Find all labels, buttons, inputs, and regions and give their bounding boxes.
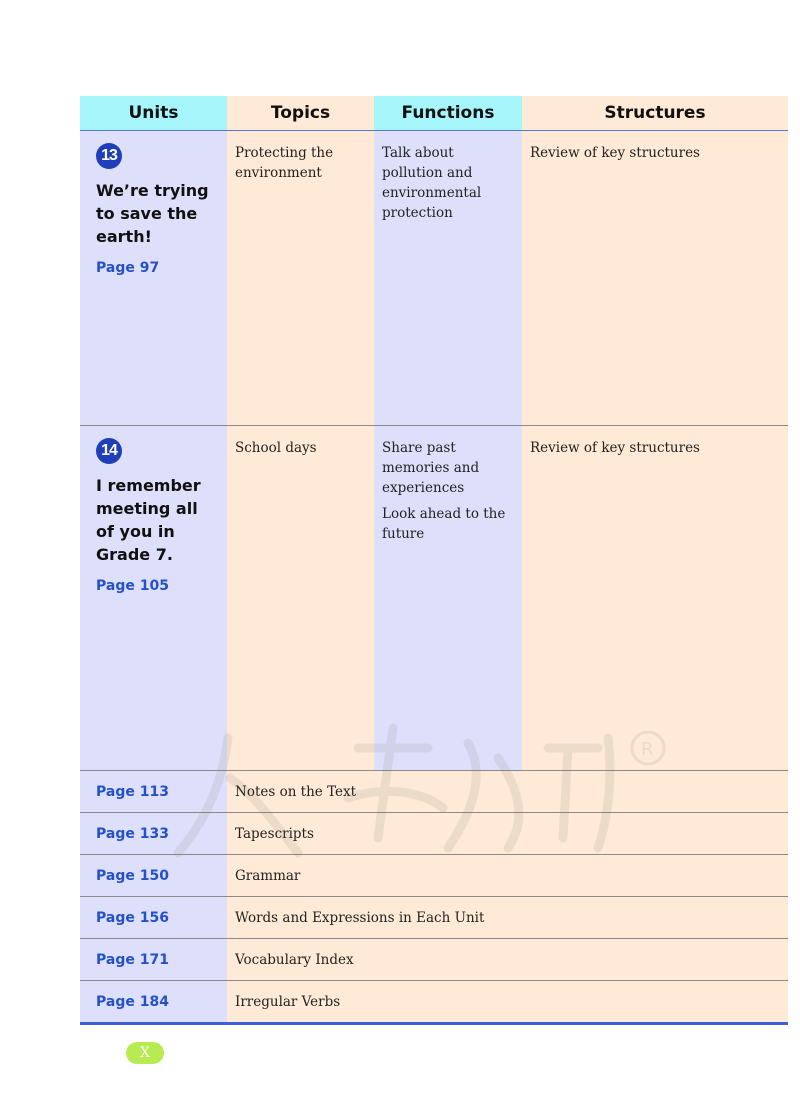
reference-title: Tapescripts	[227, 813, 788, 854]
reference-page-cell	[80, 897, 227, 938]
reference-title: Grammar	[227, 855, 788, 896]
topic-text: School days	[235, 440, 317, 456]
unit-row	[80, 131, 788, 426]
header-topics: Topics	[227, 96, 374, 130]
contents-table	[80, 96, 788, 1025]
reference-title: Vocabulary Index	[227, 939, 788, 980]
reference-page-link[interactable]: Page 113	[96, 783, 169, 800]
unit-row	[80, 426, 788, 771]
reference-page-link[interactable]: Page 150	[96, 867, 169, 884]
function-text: Talk about pollution and environmental protection	[382, 145, 482, 221]
header-units: Units	[80, 96, 227, 130]
reference-page-link[interactable]: Page 184	[96, 993, 169, 1010]
reference-row	[80, 939, 788, 981]
unit-title: I remember meeting all of you in Grade 7.	[96, 476, 201, 564]
reference-page-cell	[80, 813, 227, 854]
structures-cell	[522, 131, 788, 425]
topics-cell	[227, 131, 374, 425]
structure-text: Review of key structures	[530, 145, 700, 161]
reference-page-link[interactable]: Page 133	[96, 825, 169, 842]
table-header	[80, 96, 788, 131]
reference-page-cell	[80, 855, 227, 896]
unit-title: We’re trying to save the earth!	[96, 181, 209, 246]
unit-page-link[interactable]: Page 97	[96, 260, 160, 276]
unit-cell	[80, 131, 227, 425]
structure-text: Review of key structures	[530, 440, 700, 456]
unit-page-link[interactable]: Page 105	[96, 578, 169, 594]
reference-row	[80, 813, 788, 855]
reference-page-cell	[80, 771, 227, 812]
unit-cell	[80, 426, 227, 770]
reference-row	[80, 855, 788, 897]
unit-number-badge: 13	[96, 143, 122, 169]
unit-number-badge: 14	[96, 438, 122, 464]
reference-page-link[interactable]: Page 156	[96, 909, 169, 926]
header-structures: Structures	[522, 96, 788, 130]
reference-row	[80, 981, 788, 1025]
reference-title: Irregular Verbs	[227, 981, 788, 1022]
header-functions: Functions	[374, 96, 522, 130]
page-number-badge: X	[126, 1042, 164, 1064]
function-text: Share past memories and experiences	[382, 440, 480, 496]
topics-cell	[227, 426, 374, 770]
reference-row	[80, 771, 788, 813]
reference-page-cell	[80, 939, 227, 980]
topic-text: Protecting the environment	[235, 145, 334, 181]
functions-cell	[374, 426, 522, 770]
reference-title: Notes on the Text	[227, 771, 788, 812]
reference-page-cell	[80, 981, 227, 1022]
function-text: Look ahead to the future	[382, 506, 506, 542]
functions-cell	[374, 131, 522, 425]
reference-title: Words and Expressions in Each Unit	[227, 897, 788, 938]
reference-page-link[interactable]: Page 171	[96, 951, 169, 968]
reference-row	[80, 897, 788, 939]
structures-cell	[522, 426, 788, 770]
